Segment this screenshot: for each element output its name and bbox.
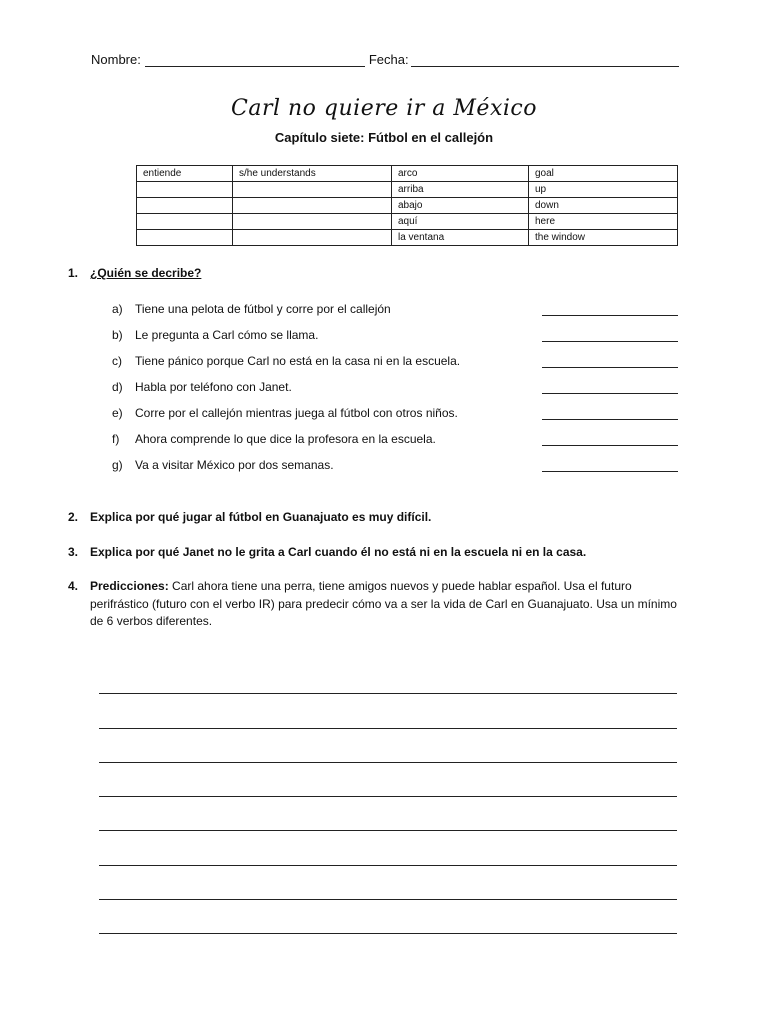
answer-blank[interactable] (542, 341, 678, 342)
vocab-cell: arco (392, 166, 529, 182)
date-field[interactable] (411, 52, 679, 67)
question-text (90, 578, 678, 631)
vocab-cell (233, 198, 392, 214)
item-text: Va a visitar México por dos semanas. (135, 458, 334, 472)
item-letter: a) (112, 302, 123, 316)
writing-line[interactable] (99, 694, 677, 728)
vocab-cell (137, 182, 233, 198)
question-keyword: Predicciones: (90, 579, 169, 593)
vocab-cell: the window (529, 230, 678, 246)
writing-line[interactable] (99, 797, 677, 831)
question-1-items (112, 300, 678, 482)
vocab-cell (233, 230, 392, 246)
writing-lines (99, 660, 677, 934)
list-item (112, 300, 678, 326)
item-text: Habla por teléfono con Janet. (135, 380, 292, 394)
answer-blank[interactable] (542, 367, 678, 368)
item-letter: g) (112, 458, 123, 472)
vocab-table (136, 165, 678, 246)
item-letter: b) (112, 328, 123, 342)
vocab-cell (233, 182, 392, 198)
question-text: Explica por qué Janet no le grita a Carl cuando él no está ni en la escuela ni en la casa. (90, 545, 587, 559)
question-text: Explica por qué jugar al fútbol en Guanajuato es muy difícil. (90, 510, 432, 524)
vocab-cell (137, 230, 233, 246)
vocab-cell: here (529, 214, 678, 230)
answer-blank[interactable] (542, 393, 678, 394)
question-2 (68, 510, 431, 524)
item-text: Corre por el callejón mientras juega al fútbol con otros niños. (135, 406, 458, 420)
name-field[interactable] (145, 52, 365, 67)
item-letter: c) (112, 354, 122, 368)
vocab-row (137, 214, 678, 230)
vocab-cell: down (529, 198, 678, 214)
vocab-cell: abajo (392, 198, 529, 214)
answer-blank[interactable] (542, 315, 678, 316)
header-row (91, 47, 679, 67)
question-number: 3. (68, 545, 79, 559)
question-number: 1. (68, 266, 79, 280)
vocab-cell (233, 214, 392, 230)
vocab-row (137, 230, 678, 246)
answer-blank[interactable] (542, 445, 678, 446)
item-text: Le pregunta a Carl cómo se llama. (135, 328, 319, 342)
item-letter: d) (112, 380, 123, 394)
page-title: Carl no quiere ir a México (231, 96, 537, 121)
answer-blank[interactable] (542, 419, 678, 420)
vocab-cell: la ventana (392, 230, 529, 246)
question-number: 4. (68, 579, 79, 593)
vocab-cell: s/he understands (233, 166, 392, 182)
question-1 (68, 266, 201, 280)
item-text: Tiene una pelota de fútbol y corre por el callejón (135, 302, 391, 316)
writing-line[interactable] (99, 660, 677, 694)
vocab-cell (137, 198, 233, 214)
list-item (112, 404, 678, 430)
vocab-row (137, 166, 678, 182)
vocab-row (137, 198, 678, 214)
vocab-cell: arriba (392, 182, 529, 198)
answer-blank[interactable] (542, 471, 678, 472)
vocab-cell: up (529, 182, 678, 198)
date-label: Fecha: (368, 52, 409, 67)
list-item (112, 352, 678, 378)
vocab-cell: aquí (392, 214, 529, 230)
list-item (112, 378, 678, 404)
vocab-cell (137, 214, 233, 230)
name-label: Nombre: (91, 52, 141, 67)
item-text: Tiene pánico porque Carl no está en la casa ni en la escuela. (135, 354, 461, 368)
writing-line[interactable] (99, 729, 677, 763)
writing-line[interactable] (99, 866, 677, 900)
list-item (112, 456, 678, 482)
question-4 (68, 578, 678, 631)
vocab-cell: goal (529, 166, 678, 182)
writing-line[interactable] (99, 831, 677, 865)
item-letter: e) (112, 406, 123, 420)
chapter-subtitle: Capítulo siete: Fútbol en el callejón (274, 130, 494, 145)
list-item (112, 430, 678, 456)
item-text: Ahora comprende lo que dice la profesora en la escuela. (135, 432, 436, 446)
item-letter: f) (112, 432, 120, 446)
vocab-cell: entiende (137, 166, 233, 182)
question-text: ¿Quién se decribe? (90, 266, 202, 280)
vocab-row (137, 182, 678, 198)
writing-line[interactable] (99, 900, 677, 934)
question-body: Carl ahora tiene una perra, tiene amigos nuevos y puede hablar español. Usa el futuro perifrástico (futuro con el verbo IR) para predecir cómo va a ser la vida de Carl en Guanajuato. Usa un mínimo de 6 verbos diferentes. (90, 579, 677, 628)
question-3 (68, 545, 586, 559)
writing-line[interactable] (99, 763, 677, 797)
list-item (112, 326, 678, 352)
question-number: 2. (68, 510, 79, 524)
